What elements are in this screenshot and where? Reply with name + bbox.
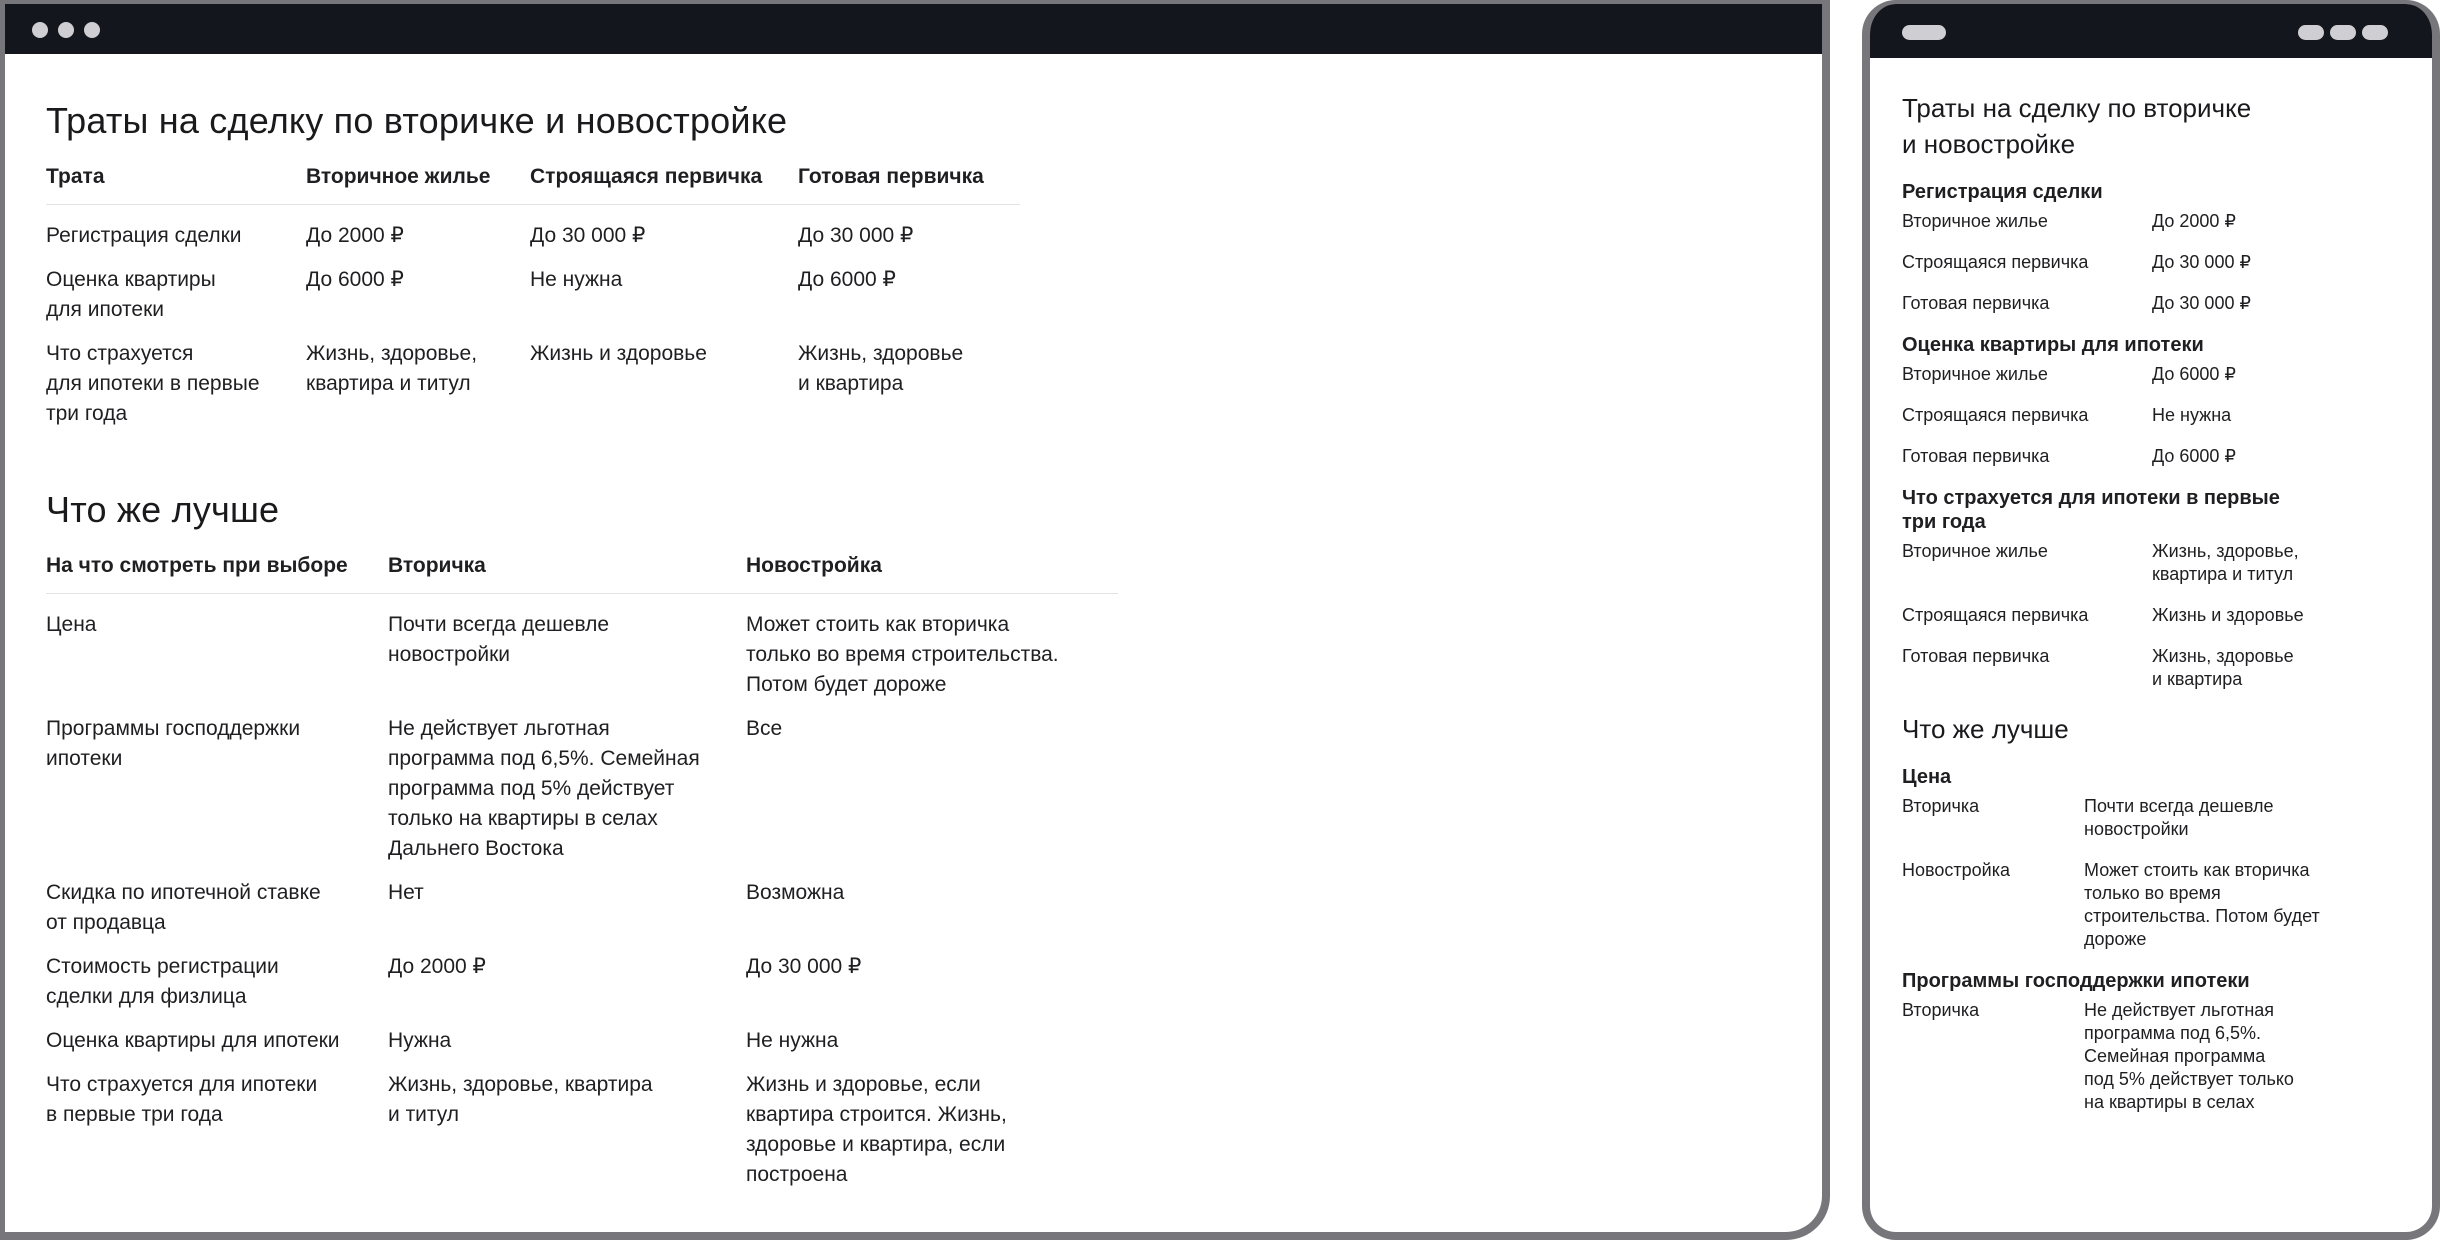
mobile-row-value <box>2152 540 2432 586</box>
mobile-row <box>1902 859 2432 951</box>
table-cell <box>746 594 1118 715</box>
cell-line: для ипотеки в первые <box>46 372 260 395</box>
mobile-section-title <box>1902 486 2432 534</box>
cell-line: Регистрация сделки <box>1902 181 2103 203</box>
cell-line: До 6000 ₽ <box>2152 364 2236 384</box>
cell-line: Потом будет дороже <box>746 673 947 696</box>
table-cell <box>746 714 1118 878</box>
mobile-section-title <box>1902 333 2432 357</box>
mobile-section <box>1902 333 2432 468</box>
cell-line: Стоимость регистрации <box>46 955 279 978</box>
cell-line: Регистрация сделки <box>46 224 242 247</box>
mobile-row-key: Вторичное жилье <box>1902 364 2048 384</box>
expenses-table <box>46 162 1020 443</box>
row-label <box>46 265 306 339</box>
cell-line: Жизнь, здоровье, <box>2152 541 2299 561</box>
cell-line: квартира и титул <box>2152 564 2294 584</box>
table-cell <box>530 205 798 266</box>
cell-line: под 5% действует только <box>2084 1069 2294 1089</box>
cell-line: три года <box>1902 511 1986 533</box>
cell-line: Скидка по ипотечной ставке <box>46 881 321 904</box>
table-row <box>46 952 1118 1026</box>
mobile-row-key: Строящаяся первичка <box>1902 252 2089 272</box>
cell-line: Может стоить как вторичка <box>746 613 1010 636</box>
mobile-content <box>1870 58 2432 1232</box>
mobile-row-key: Готовая первичка <box>1902 293 2050 313</box>
mobile-row <box>1902 999 2432 1114</box>
mobile-tab-pill-icon <box>1902 25 1946 40</box>
cell-line: три года <box>46 402 128 425</box>
cell-line: Почти всегда дешевле <box>388 613 610 636</box>
cell-line: Жизнь, здоровье, квартира <box>388 1073 653 1096</box>
cell-line: До 30 000 ₽ <box>746 955 862 978</box>
cell-line: квартира строится. Жизнь, <box>746 1103 1007 1126</box>
window-dot-icon <box>32 22 48 38</box>
cell-line: Возможна <box>746 881 845 904</box>
desktop-content <box>5 54 1822 1232</box>
table-cell <box>306 205 530 266</box>
mobile-row-value <box>2152 210 2432 233</box>
cell-line: ипотеки <box>46 747 123 770</box>
table-row <box>46 339 1020 443</box>
cell-line: сделки для физлица <box>46 985 247 1008</box>
cell-line: Не действует льготная <box>388 717 610 740</box>
table-cell <box>388 594 746 715</box>
table-cell <box>388 952 746 1026</box>
cell-line: программа под 5% действует <box>388 777 675 800</box>
row-label <box>46 878 388 952</box>
cell-line: дороже <box>2084 929 2147 949</box>
cell-line: Жизнь, здоровье <box>2152 646 2294 666</box>
cell-line: Жизнь, здоровье, <box>306 342 478 365</box>
cell-line: До 6000 ₽ <box>2152 446 2236 466</box>
cell-line: квартира и титул <box>306 372 471 395</box>
cell-line: и квартира <box>2152 669 2243 689</box>
cell-line: Что страхуется <box>46 342 194 365</box>
row-label <box>46 205 306 266</box>
cell-line: Жизнь, здоровье <box>798 342 964 365</box>
cell-line: Не действует льготная <box>2084 1000 2275 1020</box>
table-header-row <box>46 162 1020 205</box>
column-header: На что смотреть при выборе <box>46 551 388 594</box>
cell-line: Не нужна <box>2152 405 2232 425</box>
cell-line: на квартиры в селах <box>2084 1092 2255 1112</box>
mobile-row <box>1902 645 2432 691</box>
table-cell <box>746 878 1118 952</box>
mobile-row-value <box>2152 404 2432 427</box>
cell-line: в первые три года <box>46 1103 223 1126</box>
table-cell <box>530 265 798 339</box>
cell-line: только во время <box>2084 883 2221 903</box>
table-cell <box>388 1026 746 1070</box>
table-cell <box>388 1070 746 1204</box>
cell-line: Жизнь и здоровье <box>2152 605 2304 625</box>
row-label <box>46 594 388 715</box>
mobile-row-value <box>2152 445 2432 468</box>
cell-line: Цена <box>46 613 97 636</box>
table-cell <box>798 205 1020 266</box>
table-row <box>46 265 1020 339</box>
cell-line: только во время строительства. <box>746 643 1059 666</box>
comparison-table <box>46 551 1118 1204</box>
mobile-section <box>1902 969 2432 1114</box>
cell-line: Что страхуется для ипотеки <box>46 1073 318 1096</box>
cell-line: До 6000 ₽ <box>798 268 896 291</box>
mobile-row-key: Готовая первичка <box>1902 446 2050 466</box>
table-row <box>46 714 1118 878</box>
mobile-row <box>1902 540 2432 586</box>
mobile-section-title <box>1902 969 2432 993</box>
table-cell <box>798 265 1020 339</box>
mobile-row <box>1902 445 2432 468</box>
row-label <box>46 714 388 878</box>
mobile-section <box>1902 765 2432 951</box>
row-label <box>46 1026 388 1070</box>
cell-line: Может стоить как вторичка <box>2084 860 2310 880</box>
column-header: Вторичка <box>388 551 746 594</box>
cell-line: Не нужна <box>530 268 623 291</box>
cell-line: До 30 000 ₽ <box>2152 252 2251 272</box>
table-cell <box>388 878 746 952</box>
mobile-row-value <box>2152 604 2432 627</box>
mobile-row-key: Вторичка <box>1902 1000 1980 1020</box>
mobile-row-key: Вторичное жилье <box>1902 541 2048 561</box>
cell-line: Оценка квартиры для ипотеки <box>1902 334 2204 356</box>
cell-line: и титул <box>388 1103 460 1126</box>
mobile-row-key: Новостройка <box>1902 860 2010 880</box>
cell-line: Оценка квартиры для ипотеки <box>46 1029 340 1052</box>
table-row <box>46 594 1118 715</box>
mobile-row-value <box>2152 645 2432 691</box>
mobile-row <box>1902 363 2432 386</box>
table-cell <box>306 265 530 339</box>
cell-line: Траты на сделку по вторичке <box>1902 93 2252 123</box>
row-label <box>46 1070 388 1204</box>
window-dot-icon <box>84 22 100 38</box>
cell-line: До 2000 ₽ <box>2152 211 2236 231</box>
row-label <box>46 339 306 443</box>
mobile-row-key: Строящаяся первичка <box>1902 605 2089 625</box>
mobile-row-key: Вторичка <box>1902 796 1980 816</box>
cell-line: программа под 6,5%. <box>2084 1023 2262 1043</box>
mobile-dot-icon <box>2362 25 2388 40</box>
desktop-browser-bar <box>5 4 1822 54</box>
table-cell <box>746 952 1118 1026</box>
mobile-row <box>1902 210 2432 233</box>
mobile-row-key: Строящаяся первичка <box>1902 405 2089 425</box>
mobile-dot-icon <box>2330 25 2356 40</box>
mobile-row-value <box>2152 292 2432 315</box>
cell-line: До 30 000 ₽ <box>798 224 914 247</box>
cell-line: Цена <box>1902 766 1952 788</box>
mobile-browser-bar <box>1870 4 2432 58</box>
cell-line: Не нужна <box>746 1029 839 1052</box>
mobile-row-value <box>2152 363 2432 386</box>
mobile-row-key: Готовая первичка <box>1902 646 2050 666</box>
cell-line: До 2000 ₽ <box>306 224 404 247</box>
mobile-row <box>1902 251 2432 274</box>
table-cell <box>746 1026 1118 1070</box>
table-cell <box>746 1070 1118 1204</box>
table-cell <box>530 339 798 443</box>
table-cell <box>306 339 530 443</box>
cell-line: и квартира <box>798 372 904 395</box>
mobile-row-value <box>2152 251 2432 274</box>
cell-line: Почти всегда дешевле <box>2084 796 2274 816</box>
cell-line: для ипотеки <box>46 298 165 321</box>
cell-line: Дальнего Востока <box>388 837 564 860</box>
cell-line: строительства. Потом будет <box>2084 906 2320 926</box>
mobile-section <box>1902 486 2432 691</box>
table-cell <box>798 339 1020 443</box>
cell-line: и новостройке <box>1902 129 2076 159</box>
window-dot-icon <box>58 22 74 38</box>
mobile-row-value <box>2084 999 2432 1114</box>
mobile-row <box>1902 795 2432 841</box>
cell-line: Все <box>746 717 783 740</box>
cell-line: Нужна <box>388 1029 452 1052</box>
table1-title: Траты на сделку по вторичке и новостройке <box>46 100 788 141</box>
cell-line: Что страхуется для ипотеки в первые <box>1902 487 2280 509</box>
row-label <box>46 952 388 1026</box>
table-header-row <box>46 551 1118 594</box>
cell-line: Семейная программа <box>2084 1046 2266 1066</box>
mobile-section-title <box>1902 180 2432 204</box>
cell-line: Жизнь и здоровье <box>530 342 707 365</box>
cell-line: новостройки <box>388 643 511 666</box>
mobile-row <box>1902 404 2432 427</box>
cell-line: Программы господдержки <box>46 717 301 740</box>
mobile-row-key: Вторичное жилье <box>1902 211 2048 231</box>
cell-line: До 30 000 ₽ <box>530 224 646 247</box>
mobile-mockup <box>1862 0 2440 1240</box>
cell-line: Жизнь и здоровье, если <box>746 1073 981 1096</box>
cell-line: До 30 000 ₽ <box>2152 293 2251 313</box>
table-row <box>46 1026 1118 1070</box>
cell-line: построена <box>746 1163 848 1186</box>
cell-line: Программы господдержки ипотеки <box>1902 970 2250 992</box>
cell-line: программа под 6,5%. Семейная <box>388 747 700 770</box>
table2-title: Что же лучше <box>46 489 280 530</box>
cell-line: Оценка квартиры <box>46 268 216 291</box>
mobile-section-title <box>1902 765 2432 789</box>
table-cell <box>388 714 746 878</box>
table-row <box>46 1070 1118 1204</box>
mobile-row <box>1902 604 2432 627</box>
column-header: Новостройка <box>746 551 1118 594</box>
cell-line: новостройки <box>2084 819 2189 839</box>
column-header: Строящаяся первичка <box>530 162 798 205</box>
column-header: Готовая первичка <box>798 162 1020 205</box>
mobile-dot-icon <box>2298 25 2324 40</box>
cell-line: До 2000 ₽ <box>388 955 486 978</box>
cell-line: от продавца <box>46 911 166 934</box>
cell-line: До 6000 ₽ <box>306 268 404 291</box>
column-header: Трата <box>46 162 306 205</box>
table-row <box>46 205 1020 266</box>
mobile-title-2: Что же лучше <box>1902 714 2069 744</box>
column-header: Вторичное жилье <box>306 162 530 205</box>
mobile-row-value <box>2084 795 2432 841</box>
cell-line: Нет <box>388 881 424 904</box>
mobile-title <box>1902 90 2432 162</box>
mobile-section <box>1902 180 2432 315</box>
cell-line: здоровье и квартира, если <box>746 1133 1006 1156</box>
mobile-row-value <box>2084 859 2432 951</box>
mobile-row <box>1902 292 2432 315</box>
table-row <box>46 878 1118 952</box>
cell-line: только на квартиры в селах <box>388 807 658 830</box>
